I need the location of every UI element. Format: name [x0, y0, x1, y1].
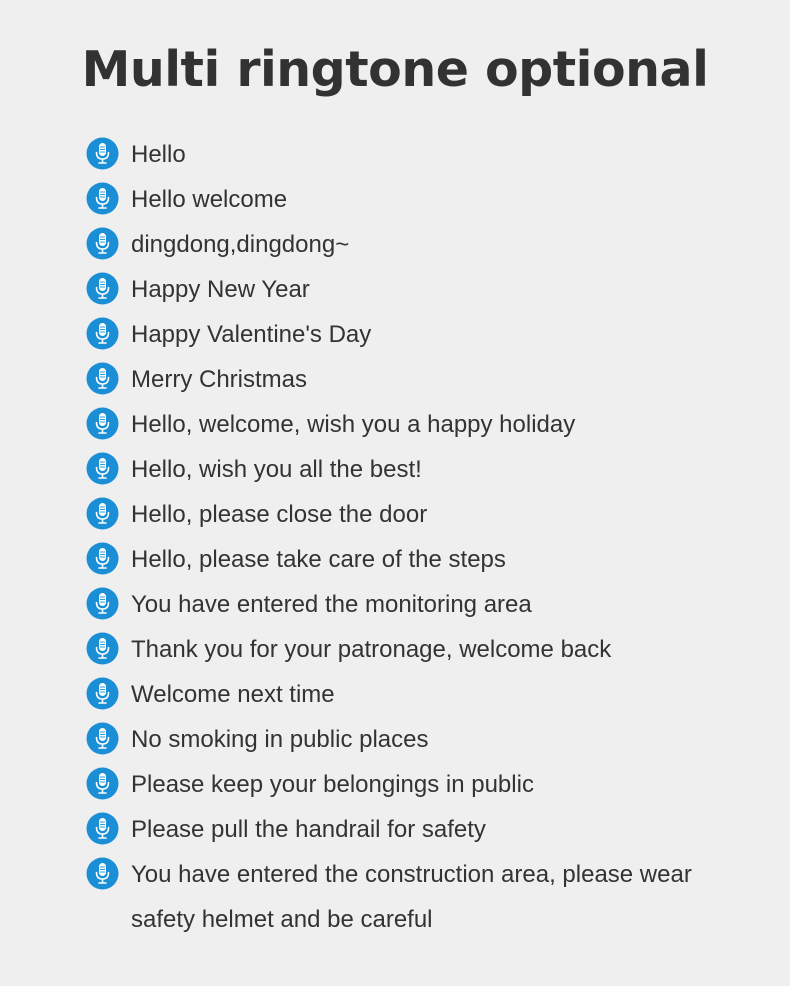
microphone-icon [86, 587, 119, 620]
ringtone-label: Please keep your belongings in public [131, 771, 534, 798]
microphone-icon [86, 362, 119, 395]
microphone-icon [86, 857, 119, 890]
ringtone-item [86, 717, 746, 762]
microphone-icon [86, 272, 119, 305]
ringtone-item [86, 447, 746, 492]
microphone-icon [86, 542, 119, 575]
microphone-icon [86, 182, 119, 215]
ringtone-item [86, 312, 746, 357]
ringtone-item [86, 537, 746, 582]
ringtone-label: No smoking in public places [131, 726, 429, 753]
ringtone-label: Hello, please take care of the steps [131, 546, 506, 573]
microphone-icon [86, 677, 119, 710]
ringtone-item [86, 222, 746, 267]
microphone-icon [86, 452, 119, 485]
ringtone-label: You have entered the construction area, please wear safety helmet and be careful [131, 861, 692, 933]
ringtone-label: dingdong,dingdong~ [131, 231, 350, 258]
ringtone-item [86, 627, 746, 672]
microphone-icon [86, 812, 119, 845]
ringtone-item [86, 582, 746, 627]
ringtone-item [86, 402, 746, 447]
ringtone-label: You have entered the monitoring area [131, 591, 532, 618]
ringtone-label: Hello, wish you all the best! [131, 456, 422, 483]
ringtone-item [86, 807, 746, 852]
microphone-icon [86, 767, 119, 800]
ringtone-label: Hello [131, 141, 186, 168]
microphone-icon [86, 137, 119, 170]
ringtone-label: Hello welcome [131, 186, 288, 213]
ringtone-label: Hello, please close the door [131, 501, 428, 528]
ringtone-label: Happy New Year [131, 276, 310, 303]
ringtone-list [86, 132, 746, 942]
microphone-icon [86, 722, 119, 755]
page-title: Multi ringtone optional [81, 41, 709, 98]
microphone-icon [86, 632, 119, 665]
ringtone-item [86, 492, 746, 537]
ringtone-item [86, 267, 746, 312]
ringtone-label: Welcome next time [131, 681, 335, 708]
microphone-icon [86, 317, 119, 350]
microphone-icon [86, 407, 119, 440]
ringtone-item [86, 132, 746, 177]
ringtone-label: Please pull the handrail for safety [131, 816, 486, 843]
ringtone-item [86, 357, 746, 402]
ringtone-item [86, 852, 746, 942]
ringtone-item [86, 762, 746, 807]
microphone-icon [86, 227, 119, 260]
ringtone-label: Merry Christmas [131, 366, 308, 393]
ringtone-label: Thank you for your patronage, welcome back [131, 636, 612, 663]
ringtone-item [86, 672, 746, 717]
ringtone-label: Happy Valentine's Day [131, 321, 372, 348]
ringtone-label: Hello, welcome, wish you a happy holiday [131, 411, 576, 438]
ringtone-item [86, 177, 746, 222]
microphone-icon [86, 497, 119, 530]
